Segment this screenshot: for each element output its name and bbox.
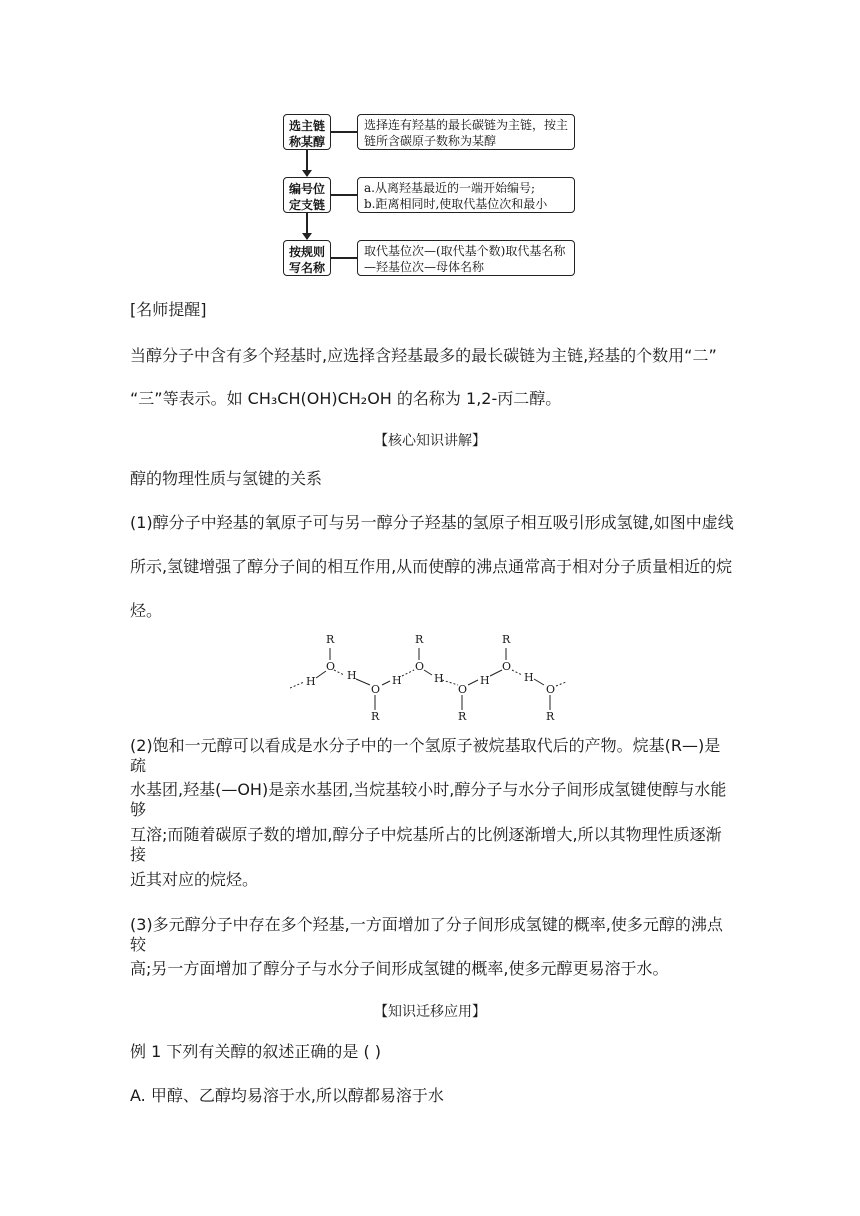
mol-o: O — [546, 683, 556, 696]
tip-heading: [名师提醒] — [130, 300, 207, 319]
mol-r: R — [326, 633, 335, 646]
mol-h: H — [392, 674, 402, 687]
p2-line-3: 互溶;而随着碳原子数的增加,醇分子中烷基所占的比例逐渐增大,所以其物理性质逐渐接 — [130, 825, 722, 864]
arrow-down-icon — [302, 233, 312, 240]
mol-r: R — [546, 710, 555, 723]
tip-line-1: 当醇分子中含有多个羟基时,应选择含羟基最多的最长碳链为主链,羟基的个数用“二” — [130, 346, 717, 365]
hydrogen-bond-diagram — [290, 632, 570, 722]
mol-r: R — [502, 633, 511, 646]
mol-o: O — [371, 683, 381, 696]
flow-connector — [331, 131, 357, 133]
topic-heading: 醇的物理性质与氢键的关系 — [130, 469, 323, 488]
arrow-down-icon — [302, 170, 312, 177]
p1-line-1: (1)醇分子中羟基的氧原子可与另一醇分子羟基的氢原子相互吸引形成氢键,如图中虚线 — [130, 513, 734, 532]
mol-h: H — [434, 672, 444, 685]
flow-connector — [331, 257, 357, 259]
mol-o: O — [502, 660, 512, 673]
section-title-core: 【核心知识讲解】 — [374, 433, 486, 449]
example-stem: 例 1 下列有关醇的叙述正确的是 ( ) — [130, 1042, 382, 1061]
section-title-application: 【知识迁移应用】 — [374, 1004, 486, 1020]
mol-r: R — [371, 710, 380, 723]
flow-step-1-label: 选主链称某醇 — [283, 114, 331, 150]
flow-step-2-label: 编号位定支链 — [283, 177, 331, 213]
p3-line-2: 高;另一方面增加了醇分子与水分子间形成氢键的概率,使多元醇更易溶于水。 — [130, 959, 669, 978]
p1-line-2: 所示,氢键增强了醇分子间的相互作用,从而使醇的沸点通常高于相对分子质量相近的烷 — [130, 557, 733, 576]
mol-r: R — [415, 633, 424, 646]
example-option-a: A. 甲醇、乙醇均易溶于水,所以醇都易溶于水 — [130, 1086, 444, 1105]
mol-h: H — [306, 675, 316, 688]
flow-connector — [331, 194, 357, 196]
tip-line-2: “三”等表示。如 CH₃CH(OH)CH₂OH 的名称为 1,2-丙二醇。 — [130, 389, 562, 408]
mol-h: H — [480, 674, 490, 687]
mol-h: H — [524, 671, 534, 684]
mol-o: O — [415, 660, 425, 673]
flow-step-2-desc: a.从离羟基最近的一端开始编号; b.距离相同时,使取代基位次和最小 — [357, 177, 575, 213]
mol-o: O — [458, 683, 468, 696]
p2-line-2: 水基团,羟基(—OH)是亲水基团,当烷基较小时,醇分子与水分子间形成氢键使醇与水能够 — [130, 780, 727, 819]
p3-line-1: (3)多元醇分子中存在多个羟基,一方面增加了分子间形成氢键的概率,使多元醇的沸点较 — [130, 915, 723, 954]
flow-step-3-desc: 取代基位次—(取代基个数)取代基名称—羟基位次—母体名称 — [357, 240, 575, 276]
p1-line-3: 烃。 — [130, 601, 163, 620]
p2-line-4: 近其对应的烷烃。 — [130, 870, 259, 889]
p2-line-1: (2)饱和一元醇可以看成是水分子中的一个氢原子被烷基取代后的产物。烷基(R—)是疏 — [130, 736, 721, 775]
flow-step-3-label: 按规则写名称 — [283, 240, 331, 276]
mol-h: H — [347, 669, 357, 682]
flow-step-1-desc: 选择连有羟基的最长碳链为主链，按主链所含碳原子数称为某醇 — [357, 114, 575, 150]
mol-r: R — [458, 710, 467, 723]
mol-o: O — [326, 660, 336, 673]
